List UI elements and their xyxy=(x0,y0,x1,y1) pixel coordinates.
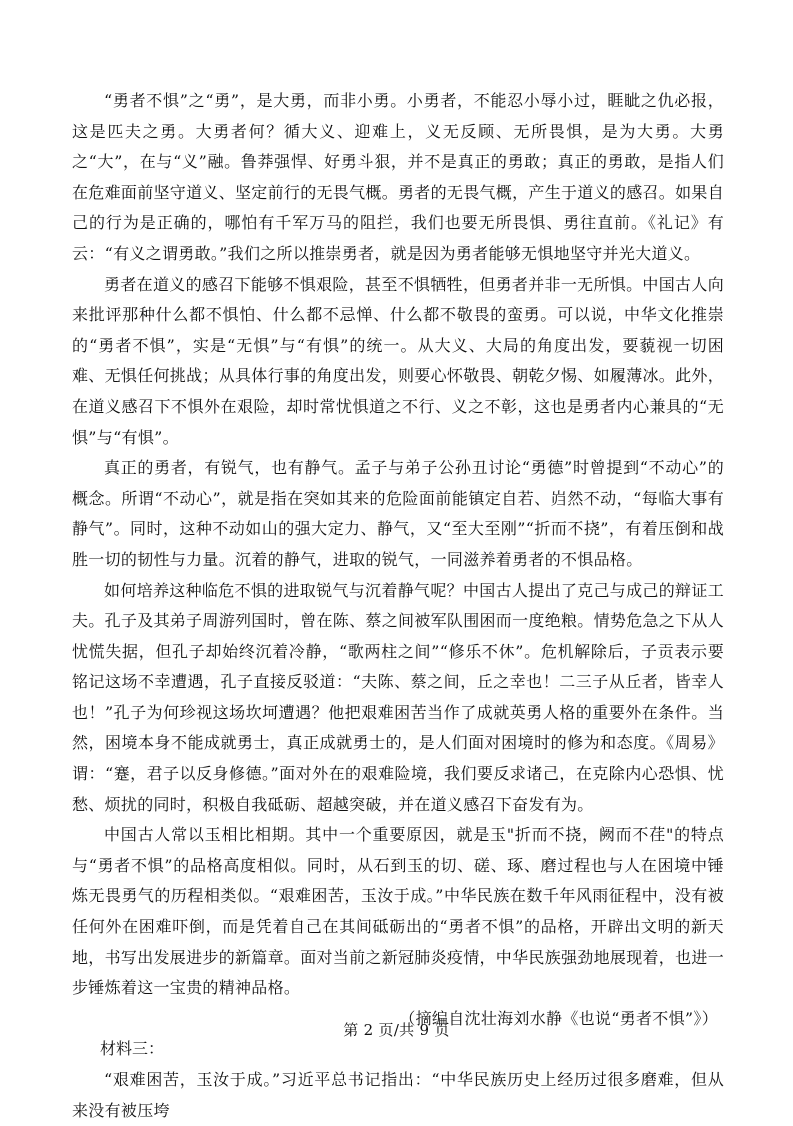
paragraph-3: 真正的勇者，有锐气，也有静气。孟子与弟子公孙丑讨论“勇德”时曾提到“不动心”的概念。所谓“不动心”，就是指在突如其来的危险面前能镇定自若、岿然不动，“每临大事有静气”。同时，这种不动如山的强大定力、静气，又“至大至刚”“折而不挠”，有着压倒和战胜一切的韧性与力量。沉着的静气，进取的锐气，一同滋养着勇者的不惧品格。 xyxy=(72,458,724,569)
section-label-material-three: 材料三： xyxy=(100,1039,165,1059)
paragraph-material-three: “艰难困苦，玉汝于成。”习近平总书记指出：“中华民族历史上经历过很多磨难，但从来没有被压垮 xyxy=(72,1070,724,1120)
page-footer: 第 2 页/共 9 页 xyxy=(343,1021,450,1039)
paragraph-4: 如何培养这种临危不惧的进取锐气与沉着静气呢？中国古人提出了克己与成己的辩证工夫。孔子及其弟子周游列国时，曾在陈、蔡之间被军队围困而一度绝粮。情势危急之下从人忧慌失据，但孔子却始终沉着冷静，“歌两柱之间”“修乐不休”。危机解除后，子贡表示要铭记这场不幸遭遇，孔子直接反驳道：“夫陈、蔡之间，丘之幸也！二三子从丘者，皆幸人也！”孔子为何珍视这场坎坷遭遇？他把艰难困苦当作了成就英勇人格的重要外在条件。当然，困境本身不能成就勇士，真正成就勇士的，是人们面对困境时的修为和态度。《周易》谓：“蹇，君子以反身修德。”面对外在的艰难险境，我们要反求诸己，在克除内心恐惧、忧愁、烦扰的同时，积极自我砥砺、超越突破，并在道义感召下奋发有为。 xyxy=(72,580,725,814)
paragraph-5: 中国古人常以玉相比相期。其中一个重要原因，就是玉"折而不挠，阙而不荏"的特点与“勇者不惧”的品格高度相似。同时，从石到玉的切、磋、琢、磨过程也与人在困境中锤炼无畏勇气的历程相类似。“艰难困苦，玉汝于成。”中华民族在数千年风雨征程中，没有被任何外在困难吓倒，而是凭着自己在其间砥砺出的“勇者不惧”的品格，开辟出文明的新天地，书写出发展进步的新篇章。面对当前之新冠肺炎疫情，中华民族强劲地展现着，也进一步锤炼着这一宝贵的精神品格。 xyxy=(72,825,725,998)
source-attribution: （摘编自沈壮海刘水静《也说“勇者不惧”》） xyxy=(399,1008,718,1028)
paragraph-2: 勇者在道义的感召下能够不惧艰险，甚至不惧牺牲，但勇者并非一无所惧。中国古人向来批评那种什么都不惧怕、什么都不忌惮、什么都不敬畏的蛮勇。可以说，中华文化推崇的“勇者不惧”，实是“无惧”与“有惧”的统一。从大义、大局的角度出发，要藐视一切困难、无惧任何挑战；从具体行事的角度出发，则要心怀敬畏、朝乾夕惕、如履薄冰。此外，在道义感召下不惧外在艰险，却时常忧惧道之不行、义之不彰，这也是勇者内心兼具的“无惧”与“有惧”。 xyxy=(72,274,725,447)
paragraph-1: “勇者不惧”之“勇”，是大勇，而非小勇。小勇者，不能忍小辱小过，睚眦之仇必报，这是匹夫之勇。大勇者何？循大义、迎难上，义无反顾、无所畏惧，是为大勇。大勇之“大”，在与“义”融。鲁莽强悍、好勇斗狠，并不是真正的勇敢；真正的勇敢，是指人们在危难面前坚守道义、坚定前行的无畏气概。勇者的无畏气概，产生于道义的感召。如果自己的行为是正确的，哪怕有千军万马的阻拦，我们也要无所畏惧、勇往直前。《礼记》有云：“有义之谓勇敢。”我们之所以推崇勇者，就是因为勇者能够无惧地坚守并光大道义。 xyxy=(72,91,725,263)
article-body xyxy=(72,86,724,1126)
